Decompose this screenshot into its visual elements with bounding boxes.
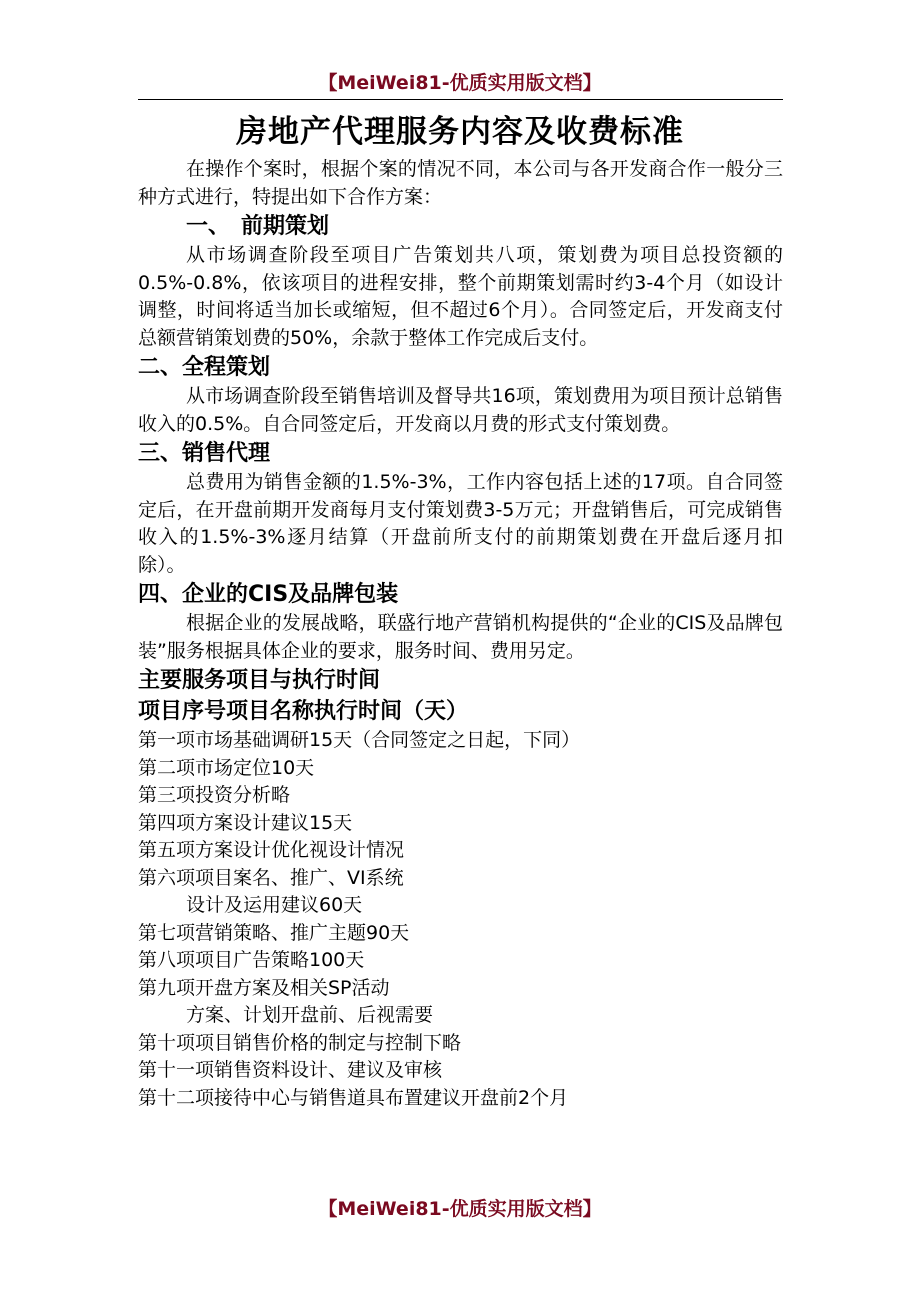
list-item: 第七项营销策略、推广主题90天 [138, 921, 410, 944]
list-item: 第九项开盘方案及相关SP活动 [138, 976, 390, 999]
section-heading-2: 二、全程策划 [138, 355, 271, 380]
services-heading: 主要服务项目与执行时间 [138, 668, 381, 693]
header-divider [138, 99, 783, 100]
section-text-4: 根据企业的发展战略，联盛行地产营销机构提供的“企业的CIS及品牌包装”服务根据具体企业的要求，服务时间、费用另定。 [138, 612, 783, 662]
list-item: 第八项项目广告策略100天 [138, 949, 365, 971]
list-item: 第十二项接待中心与销售道具布置建议开盘前2个月 [138, 1086, 569, 1109]
list-item: 第一项市场基础调研15天（合同签定之日起，下同） [138, 729, 581, 751]
section-text-1: 从市场调查阶段至项目广告策划共八项，策划费为项目总投资额的0.5%-0.8%，依该项目的进程安排，整个前期策划需时约3-4个月（如设计调整，时间将适当加长或缩短，但不超过6个月）。合同签定后，开发商支付总额营销策划费的50%，余款于整体工作完成后支付。 [138, 244, 783, 349]
list-item: 第六项项目案名、推广、VI系统 [138, 866, 404, 889]
section-heading-1: 一、 前期策划 [186, 214, 330, 239]
list-item: 第三项投资分析略 [138, 784, 291, 806]
services-table-header: 项目序号项目名称执行时间（天） [138, 699, 469, 724]
list-item: 第四项方案设计建议15天 [138, 811, 353, 834]
intro-paragraph: 在操作个案时，根据个案的情况不同，本公司与各开发商合作一般分三种方式进行，特提出如下合作方案： [138, 158, 783, 208]
document-body [138, 156, 783, 1112]
list-item: 第二项市场定位10天 [138, 756, 315, 779]
document-title: 房地产代理服务内容及收费标准 [236, 114, 684, 150]
section-heading-3: 三、销售代理 [138, 441, 271, 466]
list-item: 方案、计划开盘前、后视需要 [186, 1004, 434, 1026]
section-heading-4: 四、企业的CIS及品牌包装 [138, 582, 399, 607]
list-item: 第十一项销售资料设计、建议及审核 [138, 1059, 443, 1081]
page-footer: 【MeiWei81-优质实用版文档】 [318, 1198, 602, 1220]
list-item: 第五项方案设计优化视设计情况 [138, 839, 405, 861]
section-text-2: 从市场调查阶段至销售培训及督导共16项，策划费用为项目预计总销售收入的0.5%。自合同签定后，开发商以月费的形式支付策划费。 [138, 385, 783, 435]
list-item: 第十项项目销售价格的制定与控制下略 [138, 1031, 462, 1054]
section-text-3: 总费用为销售金额的1.5%-3%，工作内容包括上述的17项。自合同签定后，在开盘前期开发商每月支付策划费3-5万元；开盘销售后，可完成销售收入的1.5%-3%逐月结算（开盘前所支付的前期策划费在开盘后逐月扣除）。 [138, 471, 783, 576]
page-header: 【MeiWei81-优质实用版文档】 [318, 72, 602, 94]
list-item: 设计及运用建议60天 [186, 894, 363, 916]
